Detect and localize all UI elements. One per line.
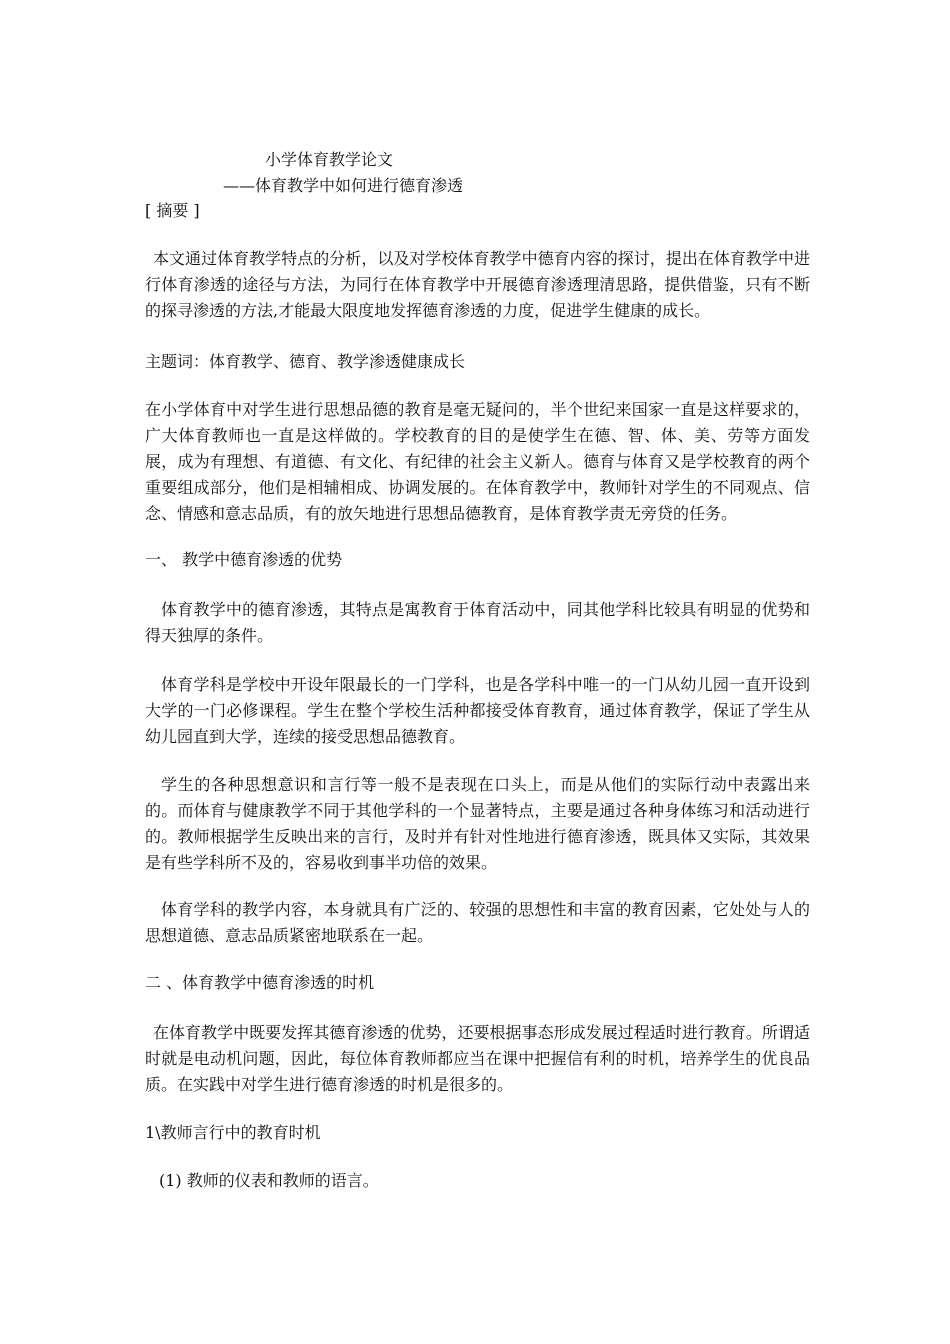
section-2-paragraph: 在体育教学中既要发挥其德育渗透的优势，还要根据事态形成发展过程适时进行教育。所谓适时就是电动机问题，因此，每位体育教师都应当在课中把握信有利的时机，培养学生的优良品质。在实践中对学生进行德育渗透的时机是很多的。 bbox=[145, 1023, 810, 1094]
section-2-heading: 二 、体育教学中德育渗透的时机 bbox=[145, 973, 375, 992]
abstract-label: [ 摘要 ] bbox=[145, 201, 200, 220]
keywords-line: 主题词：体育教学、德育、教学渗透健康成长 bbox=[145, 352, 466, 371]
intro-paragraph: 在小学体育中对学生进行思想品德的教育是毫无疑问的，半个世纪来国家一直是这样要求的，广大体育教师也一直是这样做的。学校教育的目的是使学生在德、智、体、美、劳等方面发展，成为有理想、有道德、有文化、有纪律的社会主义新人。德育与体育又是学校教育的两个重要组成部分，他们是相辅相成、协调发展的。在体育教学中，教师针对学生的不同观点、信念、情感和意志品质，有的放矢地进行思想品德教育，是体育教学责无旁贷的任务。 bbox=[145, 400, 810, 523]
document-subtitle: ——体育教学中如何进行德育渗透 bbox=[223, 176, 464, 195]
section-1-paragraph-3: 学生的各种思想意识和言行等一般不是表现在口头上，而是从他们的实际行动中表露出来的。而体育与健康教学不同于其他学科的一个显著特点，主要是通过各种身体练习和活动进行的。教师根据学生反映出来的言行，及时并有针对性地进行德育渗透，既具体又实际，其效果是有些学科所不及的，容易收到事半功倍的效果。 bbox=[145, 775, 810, 872]
section-2-item-1: (1) 教师的仪表和教师的语言。 bbox=[159, 1171, 379, 1190]
section-1-heading: 一、 教学中德育渗透的优势 bbox=[145, 550, 343, 569]
abstract-paragraph: 本文通过体育教学特点的分析，以及对学校体育教学中德育内容的探讨，提出在体育教学中进行体育渗透的途径与方法，为同行在体育教学中开展德育渗透理清思路，提供借鉴，只有不断的探寻渗透的方法,才能最大限度地发挥德育渗透的力度，促进学生健康的成长。 bbox=[145, 249, 810, 320]
section-1-paragraph-1: 体育教学中的德育渗透，其特点是寓教育于体育活动中，同其他学科比较具有明显的优势和得天独厚的条件。 bbox=[145, 600, 810, 645]
document-title: 小学体育教学论文 bbox=[265, 150, 394, 169]
section-1-paragraph-2: 体育学科是学校中开设年限最长的一门学科，也是各学科中唯一的一门从幼儿园一直开设到大学的一门必修课程。学生在整个学校生活种都接受体育教育，通过体育教学，保证了学生从幼儿园直到大学，连续的接受思想品德教育。 bbox=[145, 675, 810, 746]
section-2-subheading: 1\教师言行中的教育时机 bbox=[145, 1123, 321, 1142]
section-1-paragraph-4: 体育学科的教学内容，本身就具有广泛的、较强的思想性和丰富的教育因素，它处处与人的思想道德、意志品质紧密地联系在一起。 bbox=[145, 900, 810, 945]
